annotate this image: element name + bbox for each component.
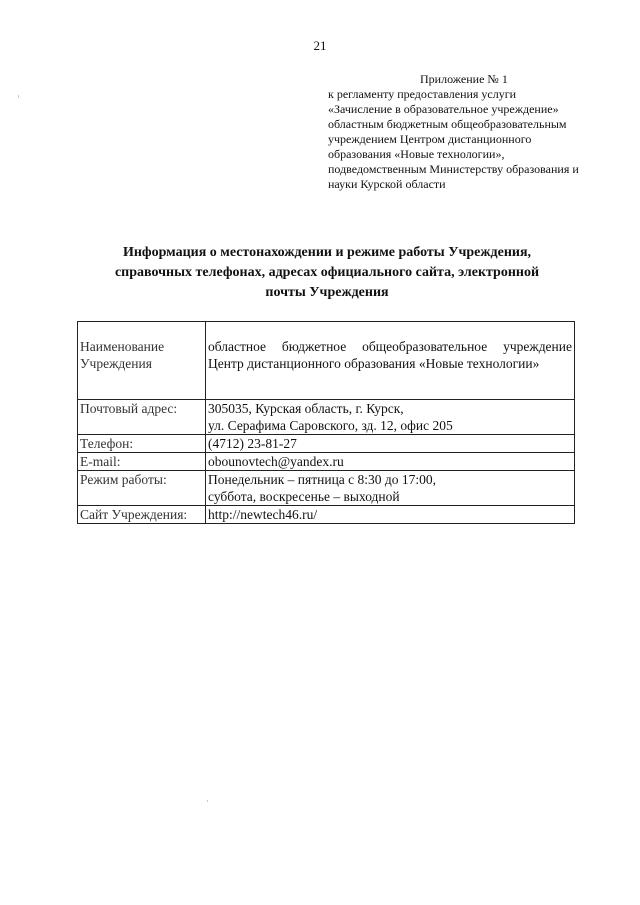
scan-speck <box>207 800 208 802</box>
appendix-line: «Зачисление в образовательное учреждение» <box>328 102 559 116</box>
appendix-title: Приложение № 1 <box>420 72 508 86</box>
email-label: E-mail: <box>78 453 206 471</box>
email-value: obounovtech@yandex.ru <box>206 453 575 471</box>
site-label: Сайт Учреждения: <box>78 506 206 524</box>
table-row <box>78 435 575 453</box>
page-number: 21 <box>313 38 327 53</box>
hours-line: суббота, воскресенье – выходной <box>208 489 400 504</box>
site-value: http://newtech46.ru/ <box>206 506 575 524</box>
appendix-line: подведомственным Министерству образования и <box>328 162 579 176</box>
scan-speck <box>18 95 19 98</box>
phone-value: (4712) 23-81-27 <box>206 435 575 453</box>
address-label: Почтовый адрес: <box>78 400 206 435</box>
heading-line: Информация о местонахождении и режиме работы Учреждения, <box>122 245 532 260</box>
document-heading <box>78 243 576 303</box>
appendix-line: учреждением Центром дистанционного <box>328 132 532 146</box>
table-row <box>78 506 575 524</box>
heading-line: справочных телефонах, адресах официального сайта, электронной <box>114 265 540 280</box>
hours-line: Понедельник – пятница с 8:30 до 17:00, <box>208 472 437 487</box>
hours-label: Режим работы: <box>78 471 206 506</box>
address-value <box>206 400 575 435</box>
appendix-line: к регламенту предоставления услуги <box>328 87 517 101</box>
address-line: 305035, Курская область, г. Курск, <box>208 401 404 416</box>
table-row <box>78 471 575 506</box>
name-value: областное бюджетное общеобразовательное учреждение Центр дистанционного образования «Новые технологии» <box>206 322 575 400</box>
hours-value <box>206 471 575 506</box>
info-table <box>77 321 575 524</box>
name-label: Наименование Учреждения <box>78 322 206 400</box>
address-line: ул. Серафима Саровского, зд. 12, офис 205 <box>208 418 453 433</box>
heading-line: почты Учреждения <box>265 285 389 300</box>
table-row <box>78 400 575 435</box>
table-row <box>78 322 575 400</box>
appendix-line: науки Курской области <box>328 177 446 191</box>
table-row <box>78 453 575 471</box>
phone-label: Телефон: <box>78 435 206 453</box>
appendix-line: образования «Новые технологии», <box>328 147 505 161</box>
appendix-line: областным бюджетным общеобразовательным <box>328 117 567 131</box>
appendix-block <box>328 72 618 192</box>
